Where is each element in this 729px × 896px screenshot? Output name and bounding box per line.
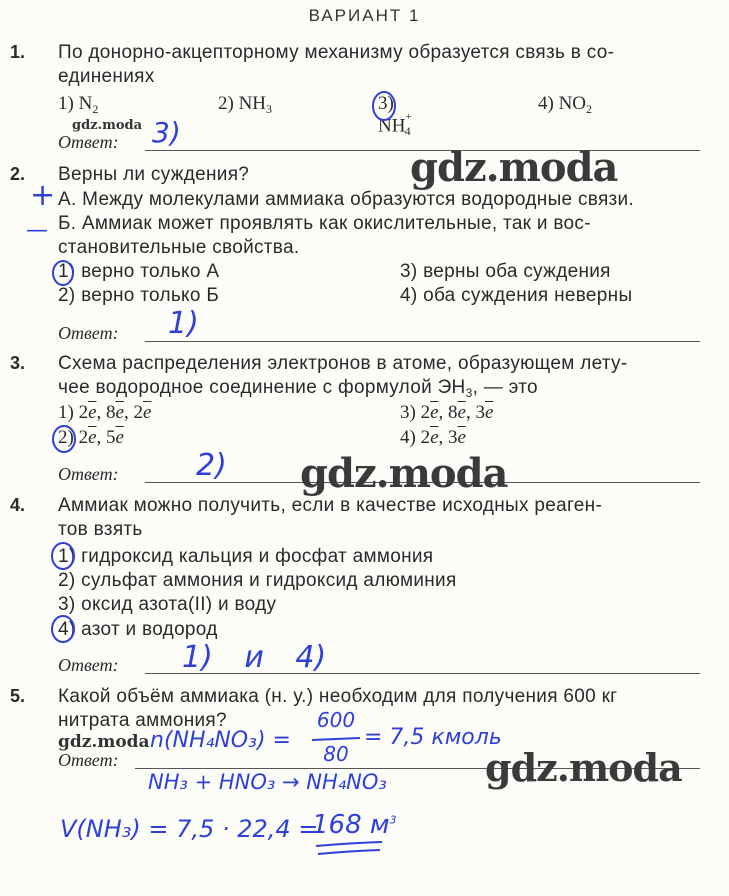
q4-option-4-circle (52, 616, 74, 642)
q1-answer-label: Ответ: (58, 132, 119, 152)
q5-hw-denominator: 80 (323, 742, 349, 766)
q5-text-line1: Какой объём аммиака (н. у.) необходим для получения 600 кг (58, 686, 618, 707)
watermark: gdz.moda (485, 745, 682, 790)
q4-handwritten-answer: 1) и 4) (182, 640, 327, 675)
q5-hw-volume-result: 168 $м^3$ (312, 810, 397, 840)
q1-number: 1. (10, 42, 26, 62)
q1-handwritten-answer: 3) (152, 116, 181, 149)
q3-handwritten-answer: 2) (196, 448, 227, 483)
q3-number: 3. (10, 353, 26, 373)
q5-fraction-bar (312, 738, 360, 740)
q5-hw-numerator: 600 (316, 708, 356, 732)
q2-handwritten-answer: 1) (168, 306, 199, 341)
q3-option-2-circle (53, 426, 75, 452)
q3-option-2-value: $2\overline{e}$, $5\overline{e}$ (78, 427, 124, 448)
q2-mark-b: — (26, 218, 48, 243)
q3-option-4-value: $2\overline{e}$, $3\overline{e}$ (420, 427, 466, 448)
q4-text-line2: тов взять (58, 519, 143, 540)
q2-text: Верны ли суждения? (58, 164, 250, 185)
q3-option-1: 1) $2\overline{e}$, $8\overline{e}$, $2\overline{e}$ (58, 402, 152, 423)
q3-option-3-value: $2\overline{e}$, $8\overline{e}$, $3\overline{e}$ (420, 402, 494, 423)
q4-answer-label: Ответ: (58, 655, 119, 675)
q2-option-2: 2) верно только Б (58, 285, 220, 306)
q5-hw-moles-label: n(NH₄NO₃) = (150, 728, 291, 753)
q4-number: 4. (10, 495, 26, 515)
q4-text-line1: Аммиак можно получить, если в качестве исходных реаген- (58, 495, 603, 516)
q2-number: 2. (10, 164, 26, 184)
q4-option-2: 2) сульфат аммония и гидроксид алюминия (58, 570, 457, 591)
q2-option-1: 1) верно только А (58, 261, 220, 282)
q4-option-3: 3) оксид азота(II) и воду (58, 594, 277, 615)
q2-statement-b-line1: Б. Аммиак может проявлять как окислительные, так и вос- (58, 213, 591, 234)
q1-option-3-circle (373, 92, 395, 120)
q1-text-line1: По донорно-акцепторному механизму образуется связь в со- (58, 42, 615, 63)
q2-option-3: 3) верны оба суждения (400, 261, 611, 282)
q5-result-double-underline (318, 850, 380, 854)
q3-answer-label: Ответ: (58, 464, 119, 484)
q5-number: 5. (10, 686, 26, 706)
watermark-small: gdz.moda (72, 118, 143, 133)
q5-text-line2: нитрата аммония? (58, 710, 227, 731)
q2-option-4: 4) оба суждения неверны (400, 285, 633, 306)
watermark-small: gdz.moda (58, 732, 150, 752)
q5-hw-equation: NH₃ + HNO₃ → NH₄NO₃ (148, 770, 387, 794)
q1-option-2: 2) $NH_3$ (218, 93, 273, 116)
q1-text-line2: единениях (58, 66, 155, 87)
q1-option-3: 3) $NH^+_4$ (378, 93, 412, 139)
q4-option-4: 4) азот и водород (58, 619, 218, 640)
q5-result-underline (316, 842, 382, 846)
q3-option-1-value: $2\overline{e}$, $8\overline{e}$, $2\overline{e}$ (78, 402, 152, 423)
q3-text-line1: Схема распределения электронов в атоме, образующем лету- (58, 353, 628, 374)
variant-header: ВАРИАНТ 1 (308, 6, 421, 25)
q1-option-4: 4) $NO_2$ (538, 93, 593, 116)
q3-option-2: 2) $2\overline{e}$, $5\overline{e}$ (58, 427, 124, 448)
q2-option-1-circle (53, 261, 73, 285)
q5-hw-moles-result: = 7,5 кмоль (364, 725, 502, 750)
q2-statement-b-line2: становительные свойства. (58, 237, 300, 258)
q4-option-1: 1) гидроксид кальция и фосфат аммония (58, 546, 434, 567)
watermark: gdz.moda (300, 450, 508, 497)
q3-text-line2: чее водородное соединение с формулой $ЭН_3$, — это (58, 377, 538, 400)
q3-option-3: 3) $2\overline{e}$, $8\overline{e}$, $3\overline{e}$ (400, 402, 494, 423)
q2-statement-a: А. Между молекулами аммиака образуются водородные связи. (58, 189, 635, 210)
q2-answer-label: Ответ: (58, 323, 119, 343)
q5-answer-label: Ответ: (58, 750, 119, 770)
q4-option-1-circle (52, 543, 74, 569)
watermark: gdz.moda (410, 144, 618, 191)
q2-mark-a: + (30, 178, 56, 213)
q3-option-4: 4) $2\overline{e}$, $3\overline{e}$ (400, 427, 466, 448)
q1-option-1: 1) $N_2$ (58, 93, 99, 116)
q5-hw-volume: V(NH₃) = 7,5 · 22,4 = (60, 815, 319, 843)
